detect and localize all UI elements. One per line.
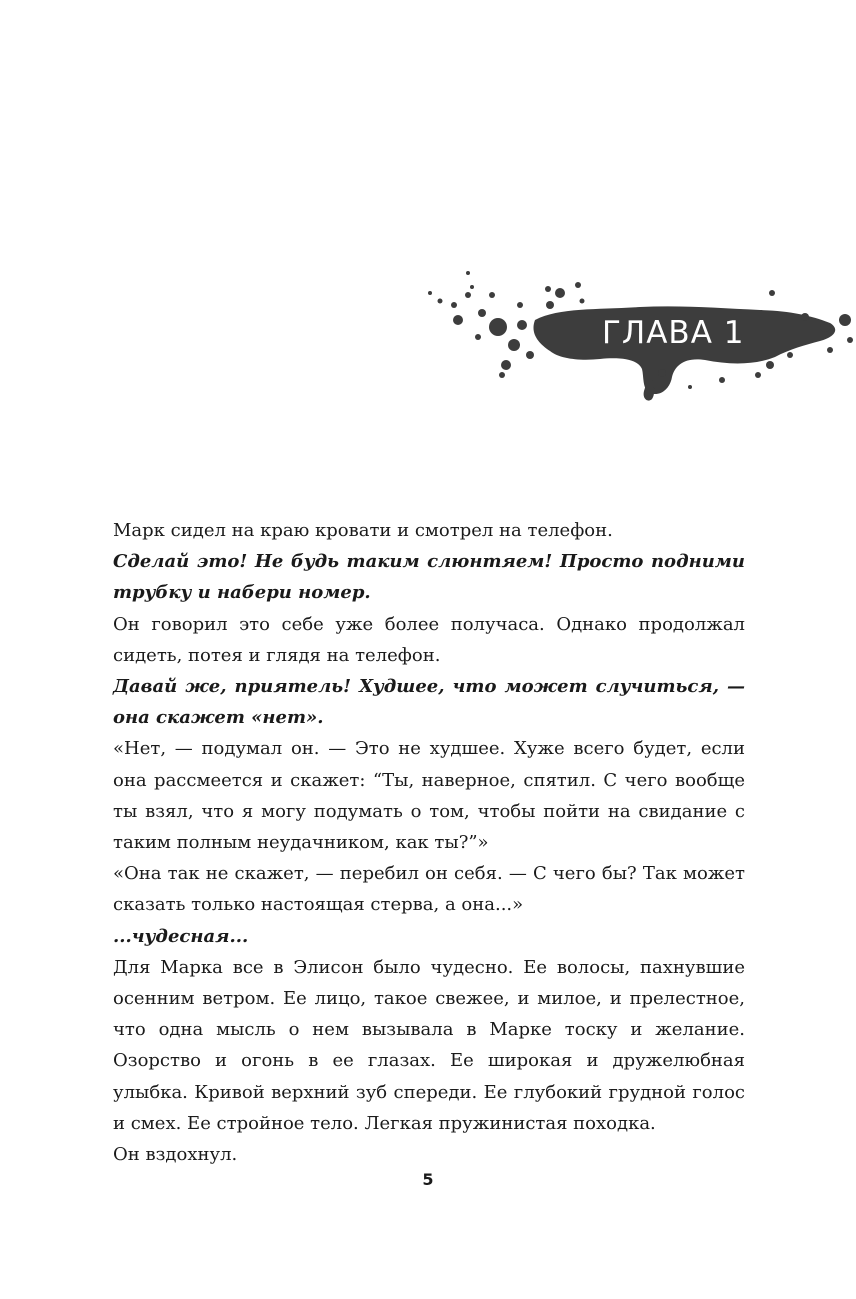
paragraph: «Она так не скажет, — перебил он себя. — С чего бы? Так может сказать только настоящая стерва, а она...» [113, 863, 745, 916]
chapter-header [410, 265, 856, 405]
paragraph-italic: Сделай это! Не будь таким слюнтяем! Просто подними трубку и набери номер. [113, 551, 745, 604]
paragraph: Он вздохнул. [113, 1144, 238, 1166]
paragraph: Он говорил это себе уже более получаса. Однако продолжал сидеть, потея и глядя на телефон. [113, 613, 745, 666]
paragraph: Марк сидел на краю кровати и смотрел на телефон. [113, 520, 613, 541]
chapter-title: ГЛАВА 1 [602, 315, 745, 351]
paragraph-italic: Давай же, приятель! Худшее, что может случиться, — она скажет «нет». [113, 676, 745, 729]
chapter-body [113, 515, 745, 1170]
paragraph: Для Марка все в Элисон было чудесно. Ее волосы, пахнувшие осенним ветром. Ее лицо, такое свежее, и милое, и прелестное, что одна мысль о нем вызывала в Марке тоску и желание. Озорство и огонь в ее глазах. Ее широкая и дружелюбная улыбка. Кривой верхний зуб спереди. Ее глубокий грудной голос и смех. Ее стройное тело. Легкая пружинистая походка. [113, 956, 745, 1134]
paragraph-italic: ...чудесная... [113, 925, 249, 947]
paragraph: «Нет, — подумал он. — Это не худшее. Хуже всего будет, если она рассмеется и скажет: “Ты, наверное, спятил. С чего вообще ты взял, что я могу подумать о том, чтобы пойти на свидание с таким полным неудачником, как ты?”» [113, 738, 745, 854]
page-number: 5 [422, 1170, 434, 1189]
